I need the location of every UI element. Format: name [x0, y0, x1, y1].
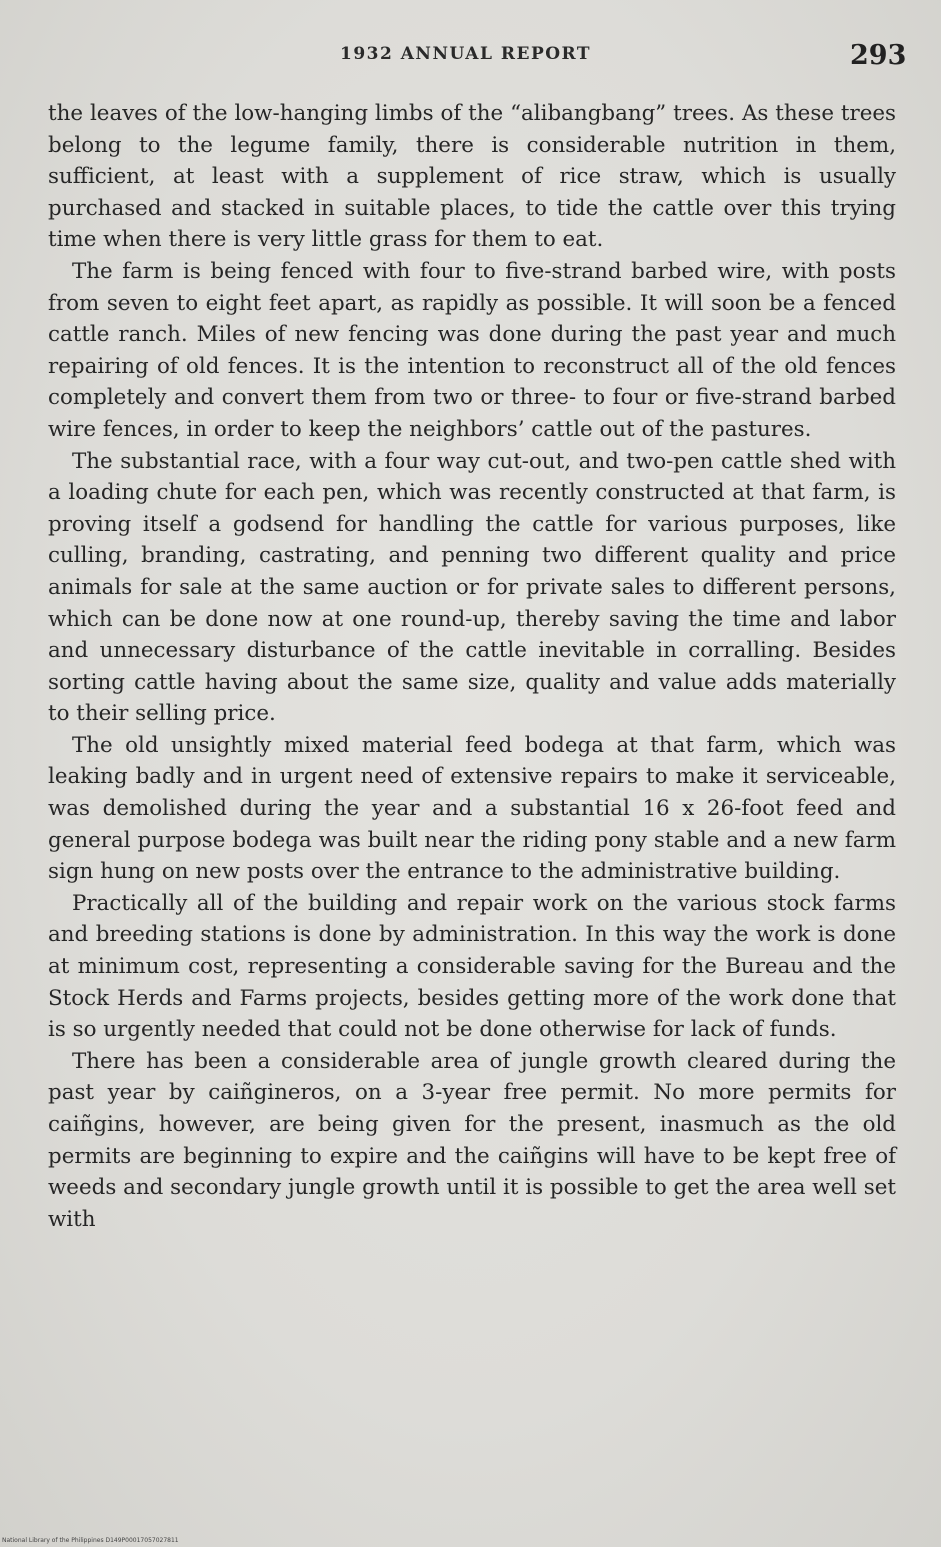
scan-footer-note: National Library of the Philippines D149P00017057027811 — [2, 1537, 179, 1544]
paragraph-fencing: The farm is being fenced with four to five-strand barbed wire, with posts from seven to eight feet apart, as rapidly as possible. It will soon be a fenced cattle ranch. Miles of new fencing was done during the past year and much repairing of old fences. It is the intention to reconstruct all of the old fences completely and convert them from two or three- to four or five-strand barbed wire fences, in order to keep the neighbors’ cattle out of the pastures. — [48, 258, 896, 442]
body-text — [48, 98, 896, 1235]
paragraph-building-repair: Practically all of the building and repair work on the various stock farms and breeding stations is done by administration. In this way the work is done at minimum cost, representing a considerable saving for the Bureau and the Stock Herds and Farms projects, besides getting more of the work done that is so urgently needed that could not be done otherwise for lack of funds. — [48, 890, 896, 1043]
paragraph-jungle-clearing: There has been a considerable area of jungle growth cleared during the past year by caiñgineros, on a 3-year free permit. No more permits for caiñgins, however, are being given for the present, inasmuch as the old permits are beginning to expire and the caiñgins will have to be kept free of weeds and secondary jungle growth until it is possible to get the area well set with — [48, 1048, 896, 1232]
paragraph-cattle-race: The substantial race, with a four way cut-out, and two-pen cattle shed with a loading chute for each pen, which was recently constructed at that farm, is proving itself a godsend for handling the cattle for various purposes, like culling, branding, castrating, and penning two different quality and price animals for sale at the same auction or for private sales to different persons, which can be done now at one round-up, thereby saving the time and labor and unnecessary disturbance of the cattle inevitable in corralling. Besides sorting cattle having about the same size, quality and value adds materially to their selling price. — [48, 448, 896, 727]
paragraph-continued: the leaves of the low-hanging limbs of the “alibangbang” trees. As these trees belong to the legume family, there is considerable nutrition in them, sufficient, at least with a supplement of rice straw, which is usually purchased and stacked in suitable places, to tide the cattle over this trying time when there is very little grass for them to eat. — [48, 101, 896, 253]
page-header — [0, 40, 941, 90]
page-number: 293 — [850, 40, 907, 71]
running-title: 1932 ANNUAL REPORT — [340, 44, 592, 64]
paragraph-feed-bodega: The old unsightly mixed material feed bodega at that farm, which was leaking badly and in urgent need of extensive repairs to make it serviceable, was demolished during the year and a substantial 16 x 26-foot feed and general purpose bodega was built near the riding pony stable and a new farm sign hung on new posts over the entrance to the administrative building. — [48, 732, 896, 885]
